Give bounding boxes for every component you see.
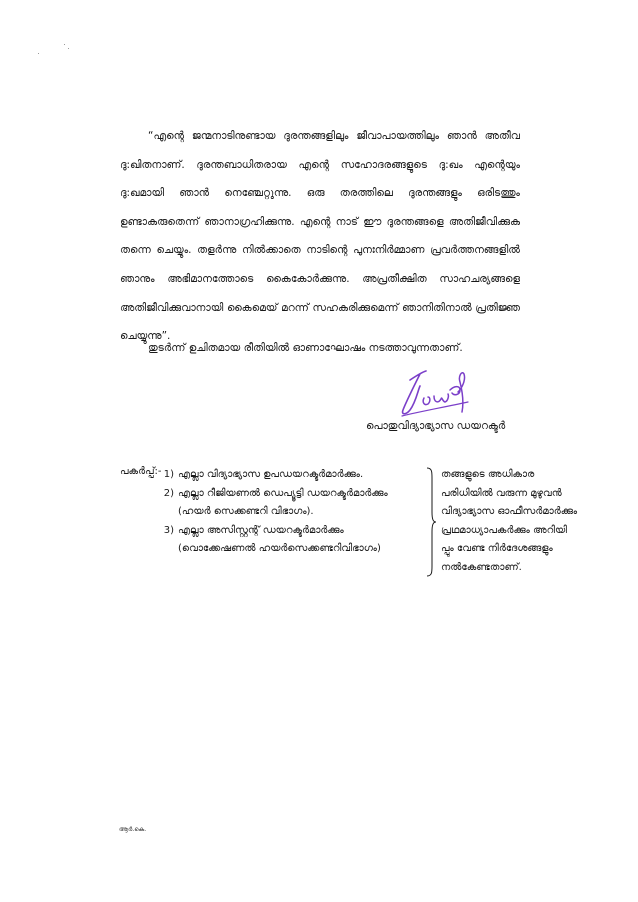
recipient-text: എല്ലാ റീജിയണൽ ഡെപ്യൂട്ടി ഡയറക്ടർമാർക്കും	[178, 487, 388, 499]
scan-speck	[64, 44, 65, 45]
paragraph-word: കൈമെയ്	[226, 301, 278, 314]
paragraph-word: മറന്ന്	[281, 301, 309, 314]
recipient-number: 1)	[163, 469, 174, 480]
closing-line: തുടർന്ന് ഉചിതമായ രീതിയിൽ ഓണാഘോഷം നടത്താവുന്നതാണ്.	[148, 342, 463, 354]
instruction-line: പ്പും വേണ്ട നിർദേശങ്ങളും	[441, 543, 553, 554]
paragraph-word: അഭിമാനത്തോടെ	[167, 272, 254, 285]
signature-image	[394, 368, 478, 420]
paragraph-word: തളർന്നു	[197, 244, 237, 257]
paragraph-word: ചെയ്യും.	[156, 244, 192, 257]
paragraph-word: അതിജീവിക്കുവാനായി	[120, 301, 224, 314]
paragraph-word: ഞാൻ	[446, 130, 477, 142]
paragraph-word: എന്റെ	[299, 215, 331, 228]
paragraph-word: നിൽക്കാതെ	[242, 244, 301, 257]
paragraph-word: ദു:ഖം	[438, 158, 463, 171]
copy-recipient	[155, 466, 388, 485]
paragraph-word: അപ്രതീക്ഷിത	[362, 272, 427, 285]
paragraph-word: പുനഃനിർമ്മാണ	[353, 244, 425, 257]
paragraph-line	[120, 208, 520, 237]
paragraph-line	[120, 294, 520, 323]
paragraph-word: തരത്തിലെ	[339, 187, 393, 200]
paragraph-word: കൈകോർക്കുന്നു.	[266, 272, 350, 285]
recipient-text: എല്ലാ വിദ്യാഭ്യാസ ഉപഡയറക്ടർമാർക്കും.	[178, 469, 364, 480]
paragraph-word: ഒരിടത്തും	[477, 187, 520, 200]
instruction-line: തങ്ങളുടെ അധികാര	[441, 469, 535, 480]
instruction-line: നൽകേണ്ടതാണ്.	[441, 561, 522, 573]
paragraph-word: ജന്മനാടിനുണ്ടായ	[191, 130, 276, 142]
copy-recipient	[155, 485, 388, 504]
instruction-line: പ്രഥമാധ്യാപകർക്കും അറിയി	[441, 524, 567, 536]
recipient-number: 3)	[163, 524, 174, 536]
paragraph-line	[120, 179, 520, 208]
paragraph-word: ദുരന്തബാധിതരായ	[196, 158, 287, 171]
paragraph-word: ദുരന്തങ്ങളും	[408, 187, 462, 200]
paragraph-word: നാട്	[335, 215, 358, 228]
scan-speck	[68, 48, 69, 49]
paragraph-word: പ്രതിജ്ഞ	[475, 301, 520, 314]
paragraph-word: തന്നെ	[120, 244, 151, 257]
paragraph-word: “എന്റെ	[148, 130, 185, 142]
paragraph-word: സാഹചര്യങ്ങളെ	[439, 272, 520, 285]
copy-recipient	[155, 503, 388, 522]
paragraph-word: ഞാനും	[120, 272, 155, 285]
curly-brace	[425, 466, 437, 578]
paragraph-word: നാടിന്റെ	[306, 244, 348, 257]
footer-initials: ആർ.കെ.	[119, 826, 147, 833]
paragraph-word: ഞാൻ	[179, 187, 210, 200]
copy-recipient	[155, 540, 388, 559]
paragraph-line	[120, 236, 520, 265]
paragraph-line	[120, 122, 520, 151]
copy-to-label: പകർപ്പ്:-	[120, 466, 162, 477]
copy-recipient	[155, 522, 388, 541]
scan-speck	[38, 53, 39, 54]
paragraph-word: സഹകരിക്കുമെന്ന്	[312, 301, 399, 314]
instruction-line: വിദ്യാഭ്യാസ ഓഫീസർമാർക്കും	[441, 506, 578, 517]
paragraph-word: ഞാനാഗ്രഹിക്കുന്നു.	[204, 215, 295, 228]
pledge-paragraph	[120, 122, 520, 351]
copy-instruction	[441, 466, 577, 577]
recipient-number: 2)	[163, 487, 174, 499]
paragraph-word: എന്റെ	[298, 158, 330, 171]
signatory-designation: പൊതുവിദ്യാഭ്യാസ ഡയറക്ടർ	[366, 420, 506, 432]
paragraph-word: ഞാനിതിനാൽ	[402, 301, 472, 314]
paragraph-word: ജീവാപായത്തിലും	[356, 130, 440, 142]
paragraph-line	[120, 151, 520, 180]
paragraph-word: ഒരു	[306, 187, 325, 200]
paragraph-line	[120, 265, 520, 294]
paragraph-word: പ്രവർത്തനങ്ങളിൽ	[430, 244, 520, 257]
paragraph-word: ദു:ഖമായി	[120, 187, 165, 200]
paragraph-word: ചെയ്യുന്നു”.	[120, 330, 171, 343]
recipient-text: (വൊക്കേഷണൽ ഹയർസെക്കണ്ടറിവിഭാഗം)	[178, 543, 381, 554]
paragraph-word: ദുരന്തങ്ങളിലും	[283, 130, 349, 142]
paragraph-word: ഈ	[363, 215, 382, 228]
copy-recipient-list	[155, 466, 388, 559]
paragraph-word: അതീവ	[484, 130, 520, 142]
paragraph-word: ഉണ്ടാകരുതെന്ന്	[120, 215, 200, 228]
paragraph-word: നെഞ്ചേറ്റുന്നു.	[224, 187, 292, 200]
paragraph-word: അതിജീവിക്കുക	[448, 215, 520, 228]
paragraph-word: സഹോദരങ്ങളുടെ	[340, 158, 427, 171]
paragraph-word: എന്റെയും	[474, 158, 520, 171]
recipient-text: എല്ലാ അസിസ്റ്റന്റ് ഡയറക്ടർമാർക്കും	[178, 524, 344, 536]
recipient-text: (ഹയർ സെക്കണ്ടറി വിഭാഗം).	[178, 506, 314, 517]
instruction-line: പരിധിയിൽ വരുന്ന മുഴുവൻ	[441, 487, 562, 499]
paragraph-word: ദുരന്തങ്ങളെ	[386, 215, 444, 228]
paragraph-word: ദു:ഖിതനാണ്.	[120, 158, 185, 171]
